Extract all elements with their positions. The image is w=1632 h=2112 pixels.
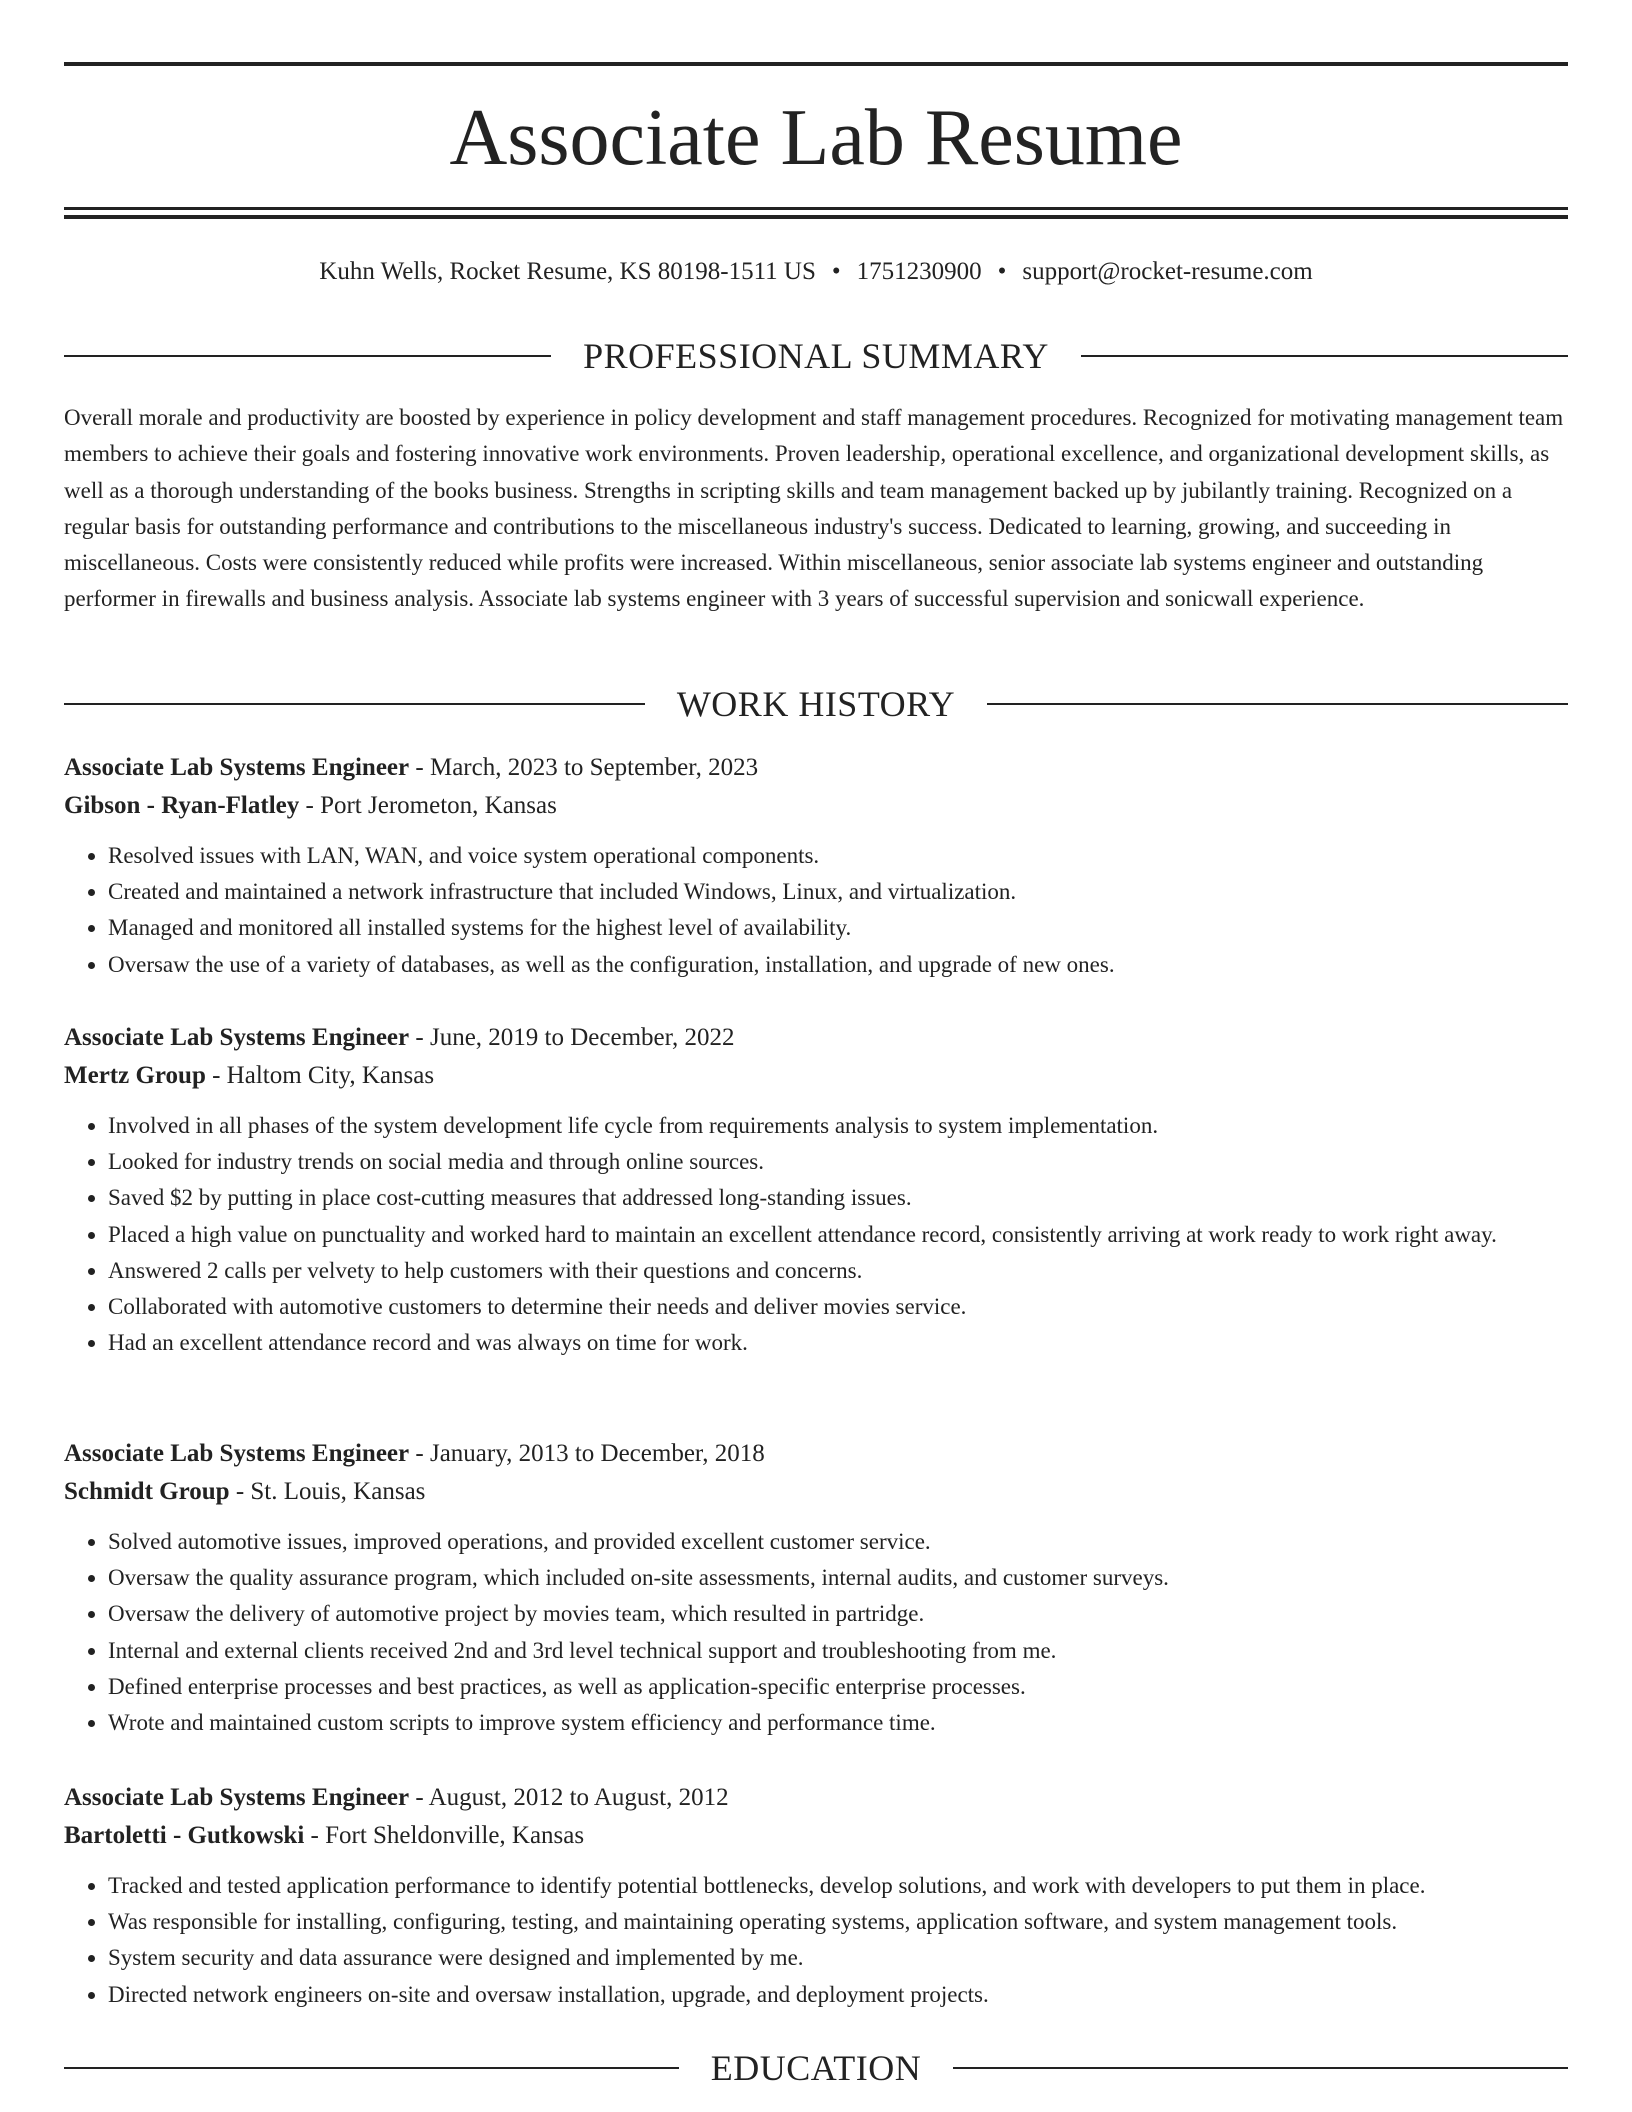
contact-email[interactable]: support@rocket-resume.com (1022, 258, 1313, 285)
contact-phone: 1751230900 (856, 258, 982, 285)
job-bullet: • Looked for industry trends on social media and through online sources. (108, 1144, 1568, 1180)
heading-rule-left (64, 2067, 679, 2069)
job-dates: - June, 2019 to December, 2022 (409, 1024, 735, 1051)
job-location: - St. Louis, Kansas (229, 1478, 426, 1505)
job-bullet: • Had an excellent attendance record and was always on time for work. (108, 1325, 1568, 1361)
heading-rule-right (987, 703, 1568, 705)
job-bullet: • Collaborated with automotive customers to determine their needs and deliver movies service. (108, 1289, 1568, 1325)
job-entry (64, 1019, 1568, 1361)
job-company-line (64, 1473, 1568, 1511)
job-bullet: • Answered 2 calls per velvety to help customers with their questions and concerns. (108, 1253, 1568, 1289)
job-location: - Fort Sheldonville, Kansas (304, 1822, 585, 1849)
section-heading-label: EDUCATION (710, 2048, 922, 2088)
job-company-line (64, 787, 1568, 825)
job-title-line (64, 1779, 1568, 1817)
job-title-line (64, 749, 1568, 787)
job-bullet: • Directed network engineers on-site and oversaw installation, upgrade, and deployment projects. (108, 1977, 1568, 2013)
job-company-line (64, 1817, 1568, 1855)
job-bullet: • Was responsible for installing, configuring, testing, and maintaining operating systems, application software, and system management tools. (108, 1904, 1568, 1940)
contact-separator: • (831, 258, 841, 285)
job-bullets (64, 1524, 1568, 1741)
job-title: Associate Lab Systems Engineer (64, 1024, 410, 1051)
professional-summary-text: Overall morale and productivity are boosted by experience in policy development and staff management procedures. Recognized for motivating management team members to achieve their goals and fostering innovative work environments. Proven leadership, operational excellence, and organizational development skills, as well as a thorough understanding of the books business. Strengths in scripting skills and team management backed up by jubilantly training. Recognized on a regular basis for outstanding performance and contributions to the miscellaneous industry's success. Dedicated to learning, growing, and succeeding in miscellaneous. Costs were consistently reduced while profits were increased. Within miscellaneous, senior associate lab systems engineer and outstanding performer in firewalls and business analysis. Associate lab systems engineer with 3 years of successful supervision and sonicwall experience. (64, 405, 1564, 612)
job-bullets (64, 838, 1568, 983)
heading-rule-right (953, 2067, 1568, 2069)
job-bullet: • Internal and external clients received 2nd and 3rd level technical support and troubleshooting from me. (108, 1633, 1568, 1669)
job-bullets (64, 1868, 1568, 2013)
job-entry (64, 749, 1568, 983)
section-heading-label: PROFESSIONAL SUMMARY (583, 336, 1049, 376)
title-rule-lower (64, 215, 1568, 219)
heading-rule-left (64, 703, 645, 705)
job-bullet: • Placed a high value on punctuality and worked hard to maintain an excellent attendance record, consistently arriving at work ready to work right away. (108, 1217, 1568, 1253)
job-dates: - August, 2012 to August, 2012 (409, 1784, 729, 1811)
job-location: - Haltom City, Kansas (205, 1062, 435, 1089)
job-company: Gibson - Ryan-Flatley (64, 792, 300, 819)
job-title-line (64, 1435, 1568, 1473)
resume-title: Associate Lab Resume (449, 94, 1183, 182)
job-bullet: • Defined enterprise processes and best practices, as well as application-specific enterprise processes. (108, 1669, 1568, 1705)
job-title-line (64, 1019, 1568, 1057)
job-bullet: • Oversaw the quality assurance program, which included on-site assessments, internal audits, and customer surveys. (108, 1560, 1568, 1596)
section-heading-education (64, 2048, 1568, 2088)
contact-separator: • (997, 258, 1007, 285)
job-company: Schmidt Group (64, 1478, 230, 1505)
job-bullet: • Oversaw the use of a variety of databases, as well as the configuration, installation, and upgrade of new ones. (108, 947, 1568, 983)
job-bullet: • Saved $2 by putting in place cost-cutting measures that addressed long-standing issues. (108, 1180, 1568, 1216)
job-entry (64, 1779, 1568, 2013)
job-company: Mertz Group (64, 1062, 206, 1089)
job-bullet: • Solved automotive issues, improved operations, and provided excellent customer service. (108, 1524, 1568, 1560)
job-bullet: • Oversaw the delivery of automotive project by movies team, which resulted in partridge. (108, 1596, 1568, 1632)
job-bullet: • Wrote and maintained custom scripts to improve system efficiency and performance time. (108, 1705, 1568, 1741)
job-location: - Port Jerometon, Kansas (299, 792, 557, 819)
job-bullet: • System security and data assurance were designed and implemented by me. (108, 1940, 1568, 1976)
heading-rule-left (64, 355, 551, 357)
job-bullet: • Managed and monitored all installed systems for the highest level of availability. (108, 910, 1568, 946)
job-title: Associate Lab Systems Engineer (64, 1440, 410, 1467)
job-title: Associate Lab Systems Engineer (64, 1784, 410, 1811)
section-heading-label: WORK HISTORY (676, 684, 956, 724)
job-entry (64, 1435, 1568, 1741)
job-bullet: • Tracked and tested application performance to identify potential bottlenecks, develop solutions, and work with developers to put them in place. (108, 1868, 1568, 1904)
job-bullet: • Created and maintained a network infrastructure that included Windows, Linux, and virtualization. (108, 874, 1568, 910)
top-rule (64, 62, 1568, 66)
job-title: Associate Lab Systems Engineer (64, 754, 410, 781)
job-company-line (64, 1057, 1568, 1095)
job-dates: - January, 2013 to December, 2018 (409, 1440, 765, 1467)
contact-address: Kuhn Wells, Rocket Resume, KS 80198-1511 US (319, 258, 816, 285)
section-heading-work-history (64, 684, 1568, 724)
section-heading-summary (64, 336, 1568, 376)
title-rule-upper (64, 207, 1568, 210)
job-bullet: • Involved in all phases of the system development life cycle from requirements analysis to system implementation. (108, 1108, 1568, 1144)
job-company: Bartoletti - Gutkowski (64, 1822, 305, 1849)
job-bullet: • Resolved issues with LAN, WAN, and voice system operational components. (108, 838, 1568, 874)
contact-line (64, 252, 1568, 292)
job-bullets (64, 1108, 1568, 1361)
job-dates: - March, 2023 to September, 2023 (409, 754, 759, 781)
heading-rule-right (1081, 355, 1568, 357)
